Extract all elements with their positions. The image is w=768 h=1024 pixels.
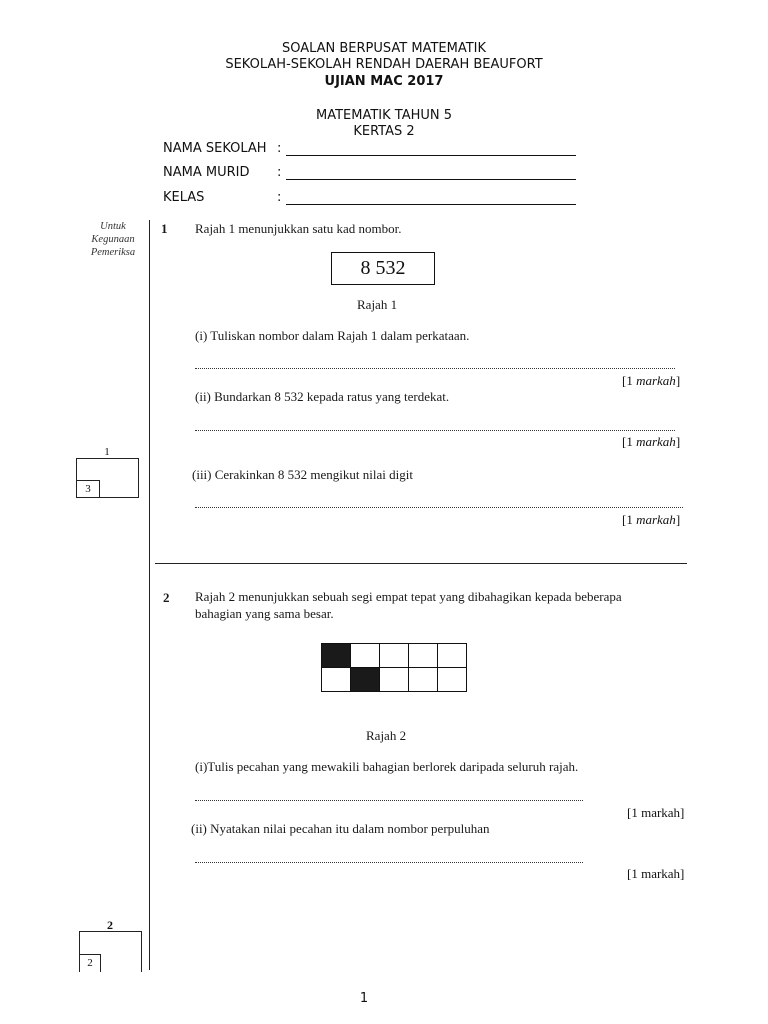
grid-cell (379, 643, 409, 668)
grid-cell (350, 643, 380, 668)
header-line-1: SOALAN BERPUSAT MATEMATIK (281, 41, 487, 56)
divided-rectangle (321, 643, 467, 691)
question-2-number: 2 (163, 590, 170, 605)
score-box-2-value: 2 (79, 954, 101, 972)
header-subject: MATEMATIK TAHUN 5 (315, 108, 453, 123)
grid-cell (408, 667, 438, 692)
question-1-part-iii-marks (622, 512, 680, 528)
mark-open: [1 (622, 512, 637, 527)
examiner-heading-line-3: Pemeriksa (90, 247, 136, 258)
shaded-grid-cell (321, 643, 351, 668)
score-box-1-label: 1 (104, 446, 110, 458)
school-name-label: NAMA SEKOLAH (163, 141, 267, 156)
mark-close: ] (675, 434, 681, 449)
answer-line-1-iii[interactable] (195, 507, 683, 508)
question-1-part-i: (i) Tuliskan nombor dalam Rajah 1 dalam perkataan. (195, 328, 470, 343)
figure-1-label: Rajah 1 (357, 297, 398, 312)
mark-word: markah (636, 373, 676, 388)
question-1-stem: Rajah 1 menunjukkan satu kad nombor. (195, 221, 402, 236)
school-name-line[interactable] (286, 155, 576, 156)
question-2-part-i-marks: [1 markah] (627, 805, 685, 820)
question-1-part-ii-marks (622, 434, 680, 450)
mark-word: markah (636, 434, 676, 449)
grid-cell (321, 667, 351, 692)
examiner-heading-line-2: Kegunaan (91, 234, 135, 245)
examiner-heading-line-1: Untuk (100, 221, 126, 232)
grid-cell (379, 667, 409, 692)
class-label: KELAS (163, 190, 205, 205)
answer-line-2-ii[interactable] (195, 862, 583, 863)
question-2-part-ii-marks: [1 markah] (627, 866, 685, 881)
question-separator (155, 563, 687, 564)
question-2-stem-line-2: bahagian yang sama besar. (195, 606, 334, 621)
student-name-label: NAMA MURID (163, 165, 250, 180)
score-box-1-value: 3 (76, 480, 100, 498)
question-2-part-i: (i)Tulis pecahan yang mewakili bahagian berlorek daripada seluruh rajah. (195, 759, 579, 774)
header-paper: KERTAS 2 (353, 124, 415, 139)
figure-2-label: Rajah 2 (366, 728, 407, 743)
answer-line-1-i[interactable] (195, 368, 675, 369)
school-name-colon: : (277, 141, 282, 156)
page-number: 1 (359, 991, 369, 1006)
mark-open: [1 (622, 373, 637, 388)
student-name-colon: : (277, 165, 282, 180)
question-1-number: 1 (161, 221, 168, 236)
question-2-stem-line-1: Rajah 2 menunjukkan sebuah segi empat tepat yang dibahagikan kepada beberapa (195, 589, 622, 604)
question-1-part-iii: (iii) Cerakinkan 8 532 mengikut nilai digit (192, 467, 413, 482)
grid-cell (437, 643, 467, 668)
score-box-2-label: 2 (107, 918, 113, 932)
question-2-part-ii: (ii) Nyatakan nilai pecahan itu dalam nombor perpuluhan (191, 821, 490, 836)
mark-close: ] (675, 512, 681, 527)
header-line-2: SEKOLAH-SEKOLAH RENDAH DAERAH BEAUFORT (225, 57, 543, 72)
examiner-column-heading (78, 220, 148, 259)
question-1-part-i-marks (622, 373, 680, 389)
mark-close: ] (675, 373, 681, 388)
class-colon: : (277, 190, 282, 205)
mark-word: markah (636, 512, 676, 527)
mark-open: [1 (622, 434, 637, 449)
grid-cell (437, 667, 467, 692)
class-line[interactable] (286, 204, 576, 205)
question-1-part-ii: (ii) Bundarkan 8 532 kepada ratus yang terdekat. (195, 389, 450, 404)
header-exam-title: UJIAN MAC 2017 (324, 74, 444, 89)
shaded-grid-cell (350, 667, 380, 692)
student-name-line[interactable] (286, 179, 576, 180)
number-card: 8 532 (331, 252, 435, 285)
margin-divider (149, 220, 150, 970)
answer-line-2-i[interactable] (195, 800, 583, 801)
grid-cell (408, 643, 438, 668)
answer-line-1-ii[interactable] (195, 430, 675, 431)
